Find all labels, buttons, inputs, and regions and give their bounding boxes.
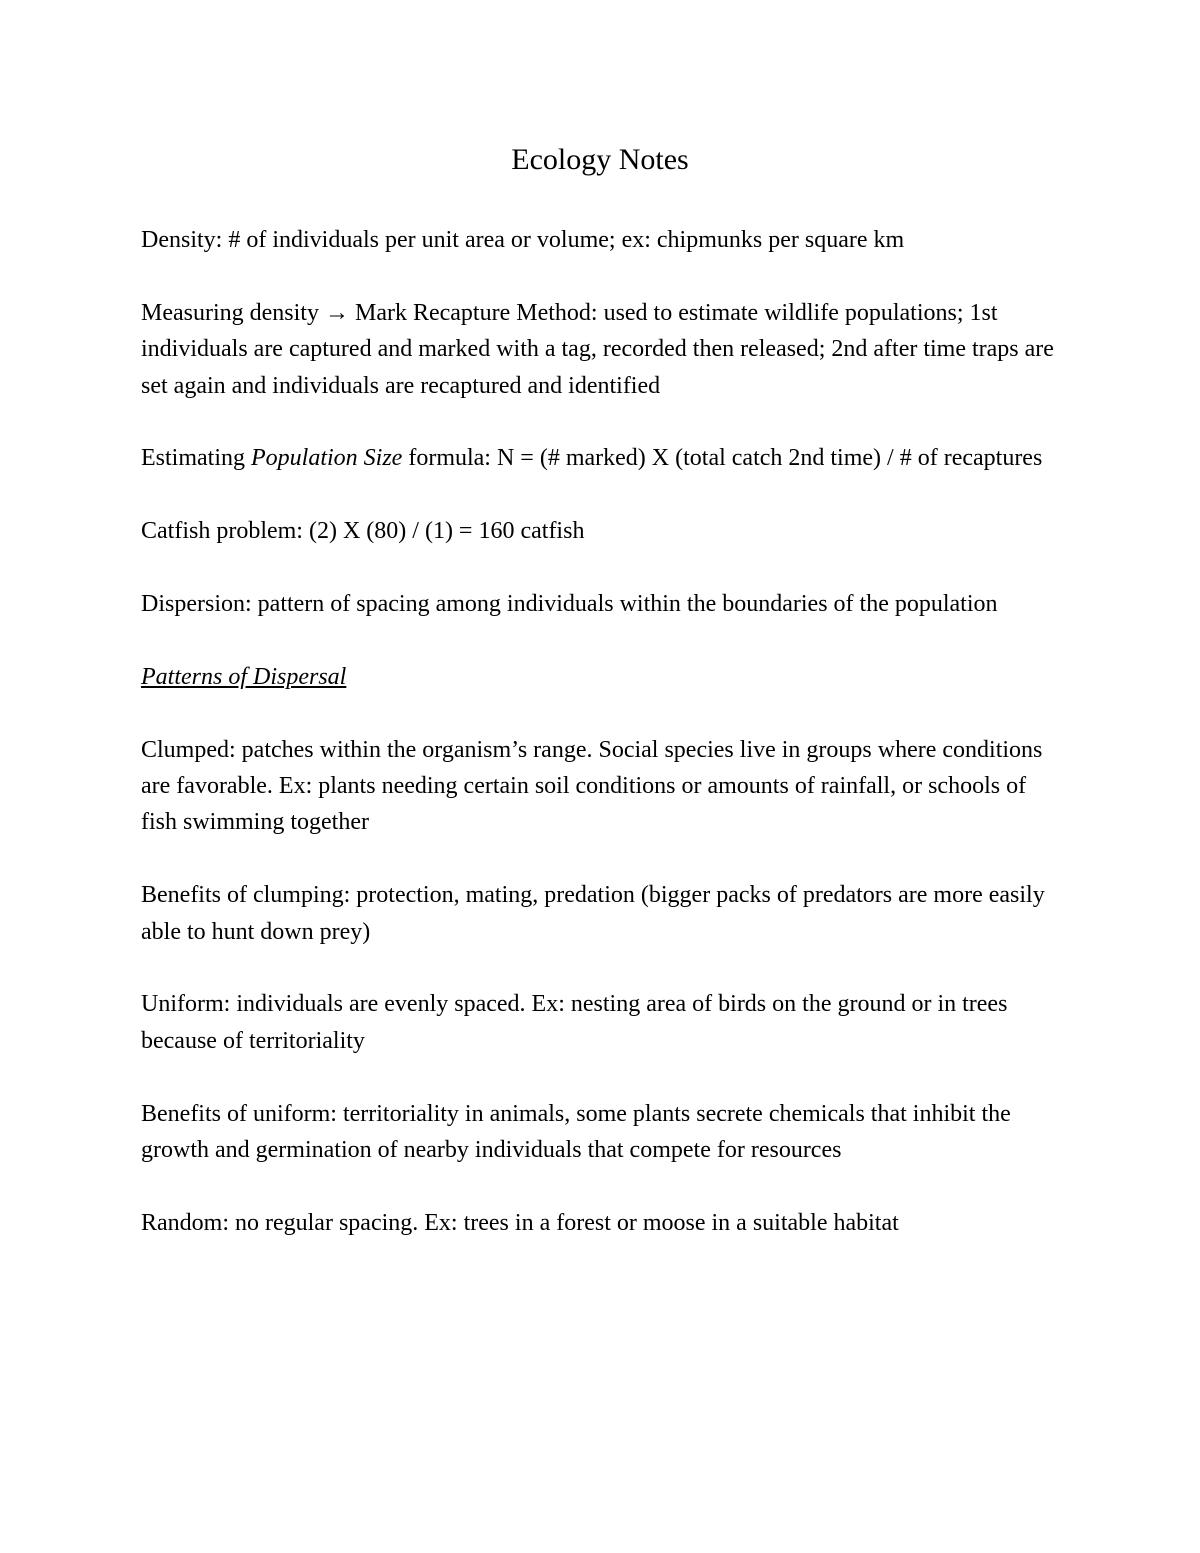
patterns-heading-text: Patterns of Dispersal	[141, 663, 347, 690]
paragraph-benefits-clumping: Benefits of clumping: protection, mating, predation (bigger packs of predators are more easily able to hunt down prey)	[141, 882, 1045, 945]
paragraph-random: Random: no regular spacing. Ex: trees in a forest or moose in a suitable habitat	[141, 1209, 899, 1236]
paragraph-catfish-problem: Catfish problem: (2) X (80) / (1) = 160 catfish	[141, 518, 585, 545]
patterns-heading	[141, 659, 1066, 695]
paragraph-dispersion: Dispersion: pattern of spacing among individuals within the boundaries of the population	[141, 591, 998, 617]
estimating-formula: formula: N = (# marked) X (total catch 2nd time) / # of recaptures	[402, 445, 1043, 472]
population-size-emphasis: Population Size	[251, 445, 403, 472]
paragraph-measuring-density: Measuring density → Mark Recapture Method: used to estimate wildlife populations; 1st individuals are captured and marked with a tag, recorded then released; 2nd after time traps are set again and individuals are recaptured and identified	[141, 299, 1054, 399]
paragraph-benefits-uniform: Benefits of uniform: territoriality in animals, some plants secrete chemicals that inhibit the growth and germination of nearby individuals that compete for resources	[141, 1100, 1011, 1164]
paragraph-density: Density: # of individuals per unit area or volume; ex: chipmunks per square km	[141, 227, 905, 253]
paragraph-uniform: Uniform: individuals are evenly spaced. Ex: nesting area of birds on the ground or in trees because of territoriality	[141, 991, 1008, 1054]
paragraph-estimating-population	[141, 440, 1066, 476]
paragraph-clumped: Clumped: patches within the organism’s range. Social species live in groups where conditions are favorable. Ex: plants needing certain soil conditions or amounts of rainfall, or schools of fish swimming together	[141, 736, 1043, 836]
document-body	[141, 222, 1066, 1241]
page-title: Ecology Notes	[511, 143, 689, 176]
estimating-prefix: Estimating	[141, 445, 251, 472]
